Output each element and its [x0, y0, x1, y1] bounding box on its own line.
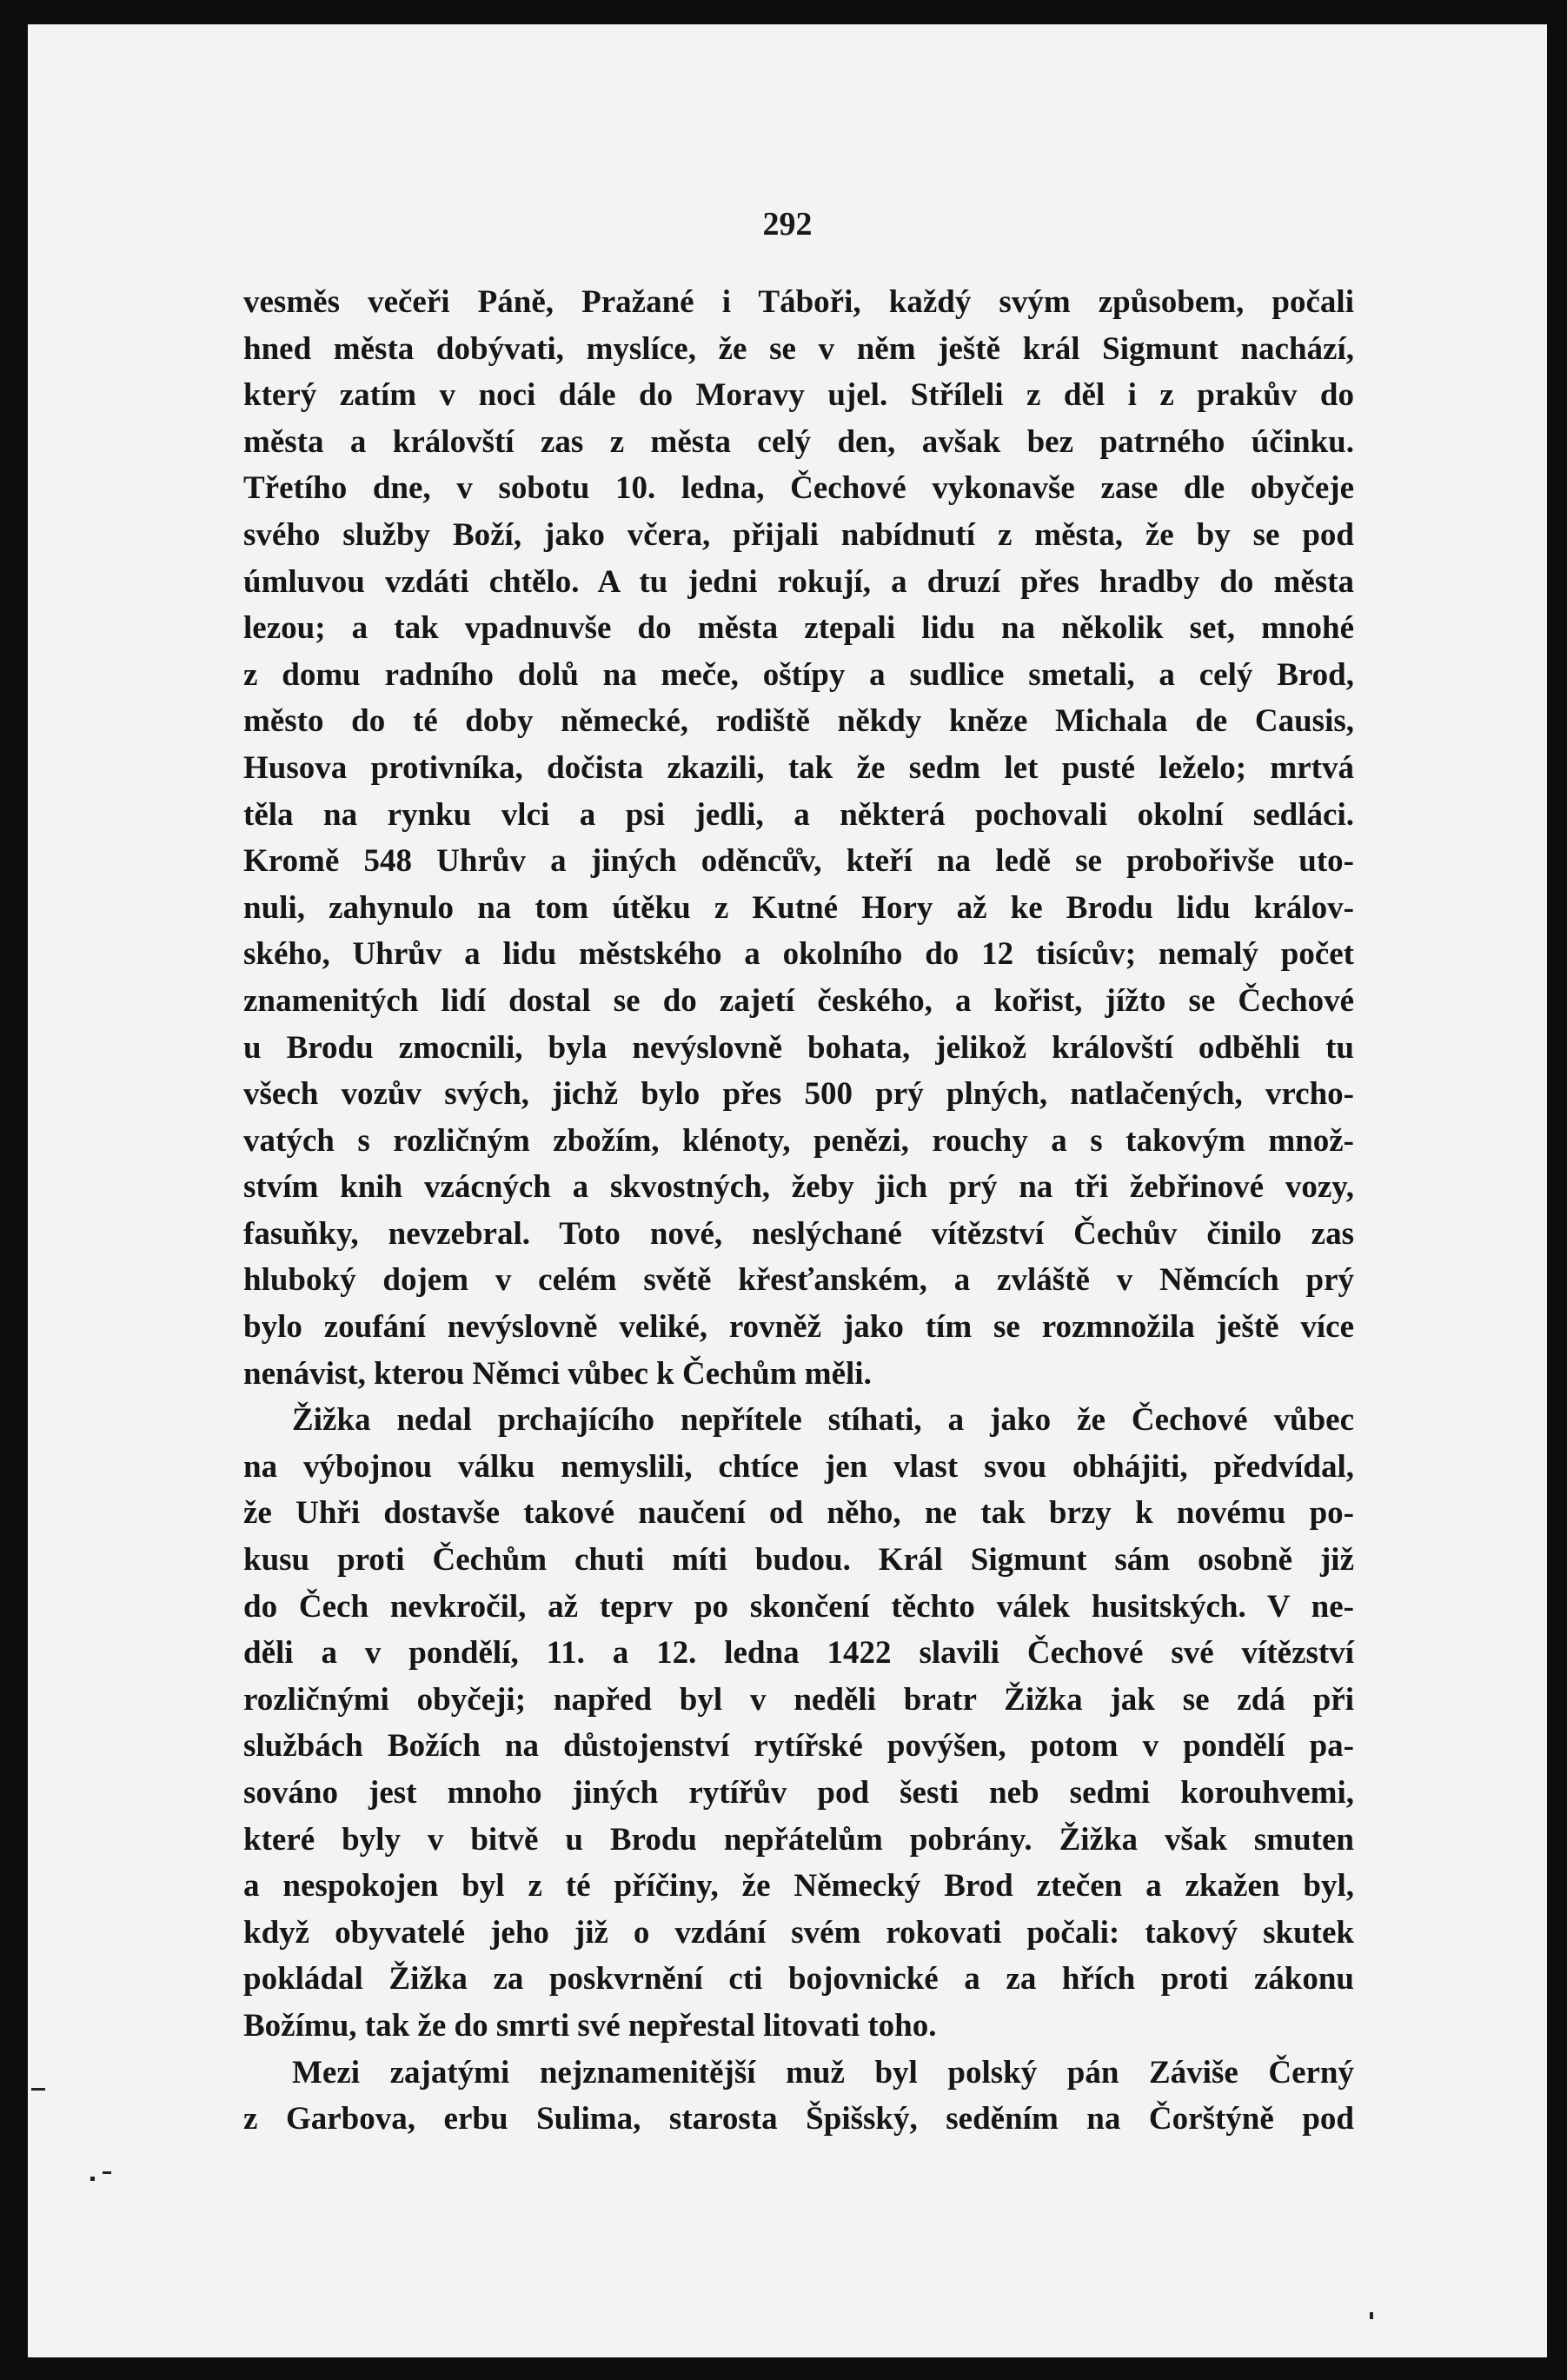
text-line: města a královští zas z města celý den, avšak bez patrného účinku. [243, 423, 1354, 460]
text-line: vesměs večeři Páně, Pražané i Táboři, každý svým způsobem, počali [243, 284, 1354, 320]
text-line: z domu radního dolů na meče, oštípy a sudlice smetali, a celý Brod, [243, 656, 1354, 693]
text-line: pokládal Žižka za poskvrnění cti bojovnické a za hřích proti zákonu [243, 1961, 1354, 1998]
scan-speck [1370, 2312, 1373, 2319]
text-line: lezou; a tak vpadnuvše do města ztepali lidu na několik set, mnohé [243, 610, 1354, 647]
body-text [243, 279, 1354, 2143]
text-line: hned města dobývati, myslíce, že se v něm ještě král Sigmunt nachází, [243, 330, 1354, 367]
text-line: kusu proti Čechům chuti míti budou. Král Sigmunt sám osobně již [243, 1542, 1354, 1579]
text-line: fasuňky, nevzebral. Toto nové, neslýchané vítězství Čechův činilo zas [243, 1215, 1354, 1252]
text-line: rozličnými obyčeji; napřed byl v neděli bratr Žižka jak se zdá při [243, 1681, 1354, 1718]
text-line: hluboký dojem v celém světě křesťanském, a zvláště v Němcích prý [243, 1262, 1354, 1299]
text-line: město do té doby německé, rodiště někdy kněze Michala de Causis, [243, 703, 1354, 740]
text-line: Mezi zajatými nejznamenitější muž byl polský pán Záviše Černý [292, 2054, 1354, 2091]
text-line: u Brodu zmocnili, byla nevýslovně bohata, jelikož královští odběhli tu [243, 1029, 1354, 1066]
text-line: stvím knih vzácných a skvostných, žeby jich prý na tři žebřinové vozy, [243, 1169, 1354, 1206]
scan-speck [31, 2088, 45, 2091]
text-line: těla na rynku vlci a psi jedli, a některá pochovali okolní sedláci. [243, 796, 1354, 833]
paragraph-1 [243, 279, 1354, 1397]
text-line: že Uhři dostavše takové naučení od něho, ne tak brzy k novému po- [243, 1495, 1354, 1532]
text-line: Božímu, tak že do smrti své nepřestal litovati toho. [243, 2007, 937, 2044]
paragraph-3 [243, 2050, 1354, 2143]
text-line: bylo zoufání nevýslovně veliké, rovněž jako tím se rozmnožila ještě více [243, 1309, 1354, 1346]
text-line: z Garbova, erbu Sulima, starosta Špišský, seděním na Čorštýně pod [243, 2101, 1354, 2137]
text-line: když obyvatelé jeho již o vzdání svém rokovati počali: takový skutek [243, 1914, 1354, 1951]
text-line: sováno jest mnoho jiných rytířův pod šesti neb sedmi korouhvemi, [243, 1775, 1354, 1811]
book-page [28, 24, 1547, 2357]
text-line: všech vozův svých, jichž bylo přes 500 prý plných, natlačených, vrcho- [243, 1076, 1354, 1113]
text-line: do Čech nevkročil, až teprv po skončení těchto válek husitských. V ne- [243, 1588, 1354, 1625]
text-line: na výbojnou válku nemyslili, chtíce jen vlast svou obhájiti, předvídal, [243, 1448, 1354, 1485]
text-line: ského, Uhrův a lidu městského a okolního do 12 tisícův; nemalý počet [243, 936, 1354, 973]
text-line: které byly v bitvě u Brodu nepřátelům pobrány. Žižka však smuten [243, 1821, 1354, 1858]
page-number: 292 [762, 206, 813, 243]
text-line: Kromě 548 Uhrův a jiných oděnců̊v, kteří na ledě se probořivše uto- [243, 843, 1354, 880]
scan-speck [103, 2171, 111, 2174]
text-line: který zatím v noci dále do Moravy ujel. Stříleli z děl i z prakův do [243, 377, 1354, 414]
text-line: úmluvou vzdáti chtělo. A tu jedni rokují, a druzí přes hradby do města [243, 563, 1354, 600]
scan-speck [90, 2177, 95, 2181]
text-line: vatých s rozličným zbožím, klénoty, penězi, rouchy a s takovým množ- [243, 1122, 1354, 1159]
text-line: a nespokojen byl z té příčiny, že Německý Brod ztečen a zkažen byl, [243, 1868, 1354, 1905]
text-line: svého služby Boží, jako včera, přijali nabídnutí z města, že by se pod [243, 516, 1354, 553]
text-line: Třetího dne, v sobotu 10. ledna, Čechové vykonavše zase dle obyčeje [243, 470, 1354, 507]
text-line: děli a v pondělí, 11. a 12. ledna 1422 slavili Čechové své vítězství [243, 1635, 1354, 1672]
text-line: službách Božích na důstojenství rytířské povýšen, potom v pondělí pa- [243, 1728, 1354, 1765]
text-line: Žižka nedal prchajícího nepřítele stíhati, a jako že Čechové vůbec [292, 1402, 1354, 1439]
text-line: nuli, zahynulo na tom útěku z Kutné Hory až ke Brodu lidu králov- [243, 889, 1354, 926]
text-line: nenávist, kterou Němci vůbec k Čechům měli. [243, 1355, 872, 1392]
text-line: znamenitých lidí dostal se do zajetí českého, a kořist, jížto se Čechové [243, 982, 1354, 1019]
text-line: Husova protivníka, dočista zkazili, tak že sedm let pusté leželo; mrtvá [243, 749, 1354, 786]
paragraph-2 [243, 1397, 1354, 2049]
